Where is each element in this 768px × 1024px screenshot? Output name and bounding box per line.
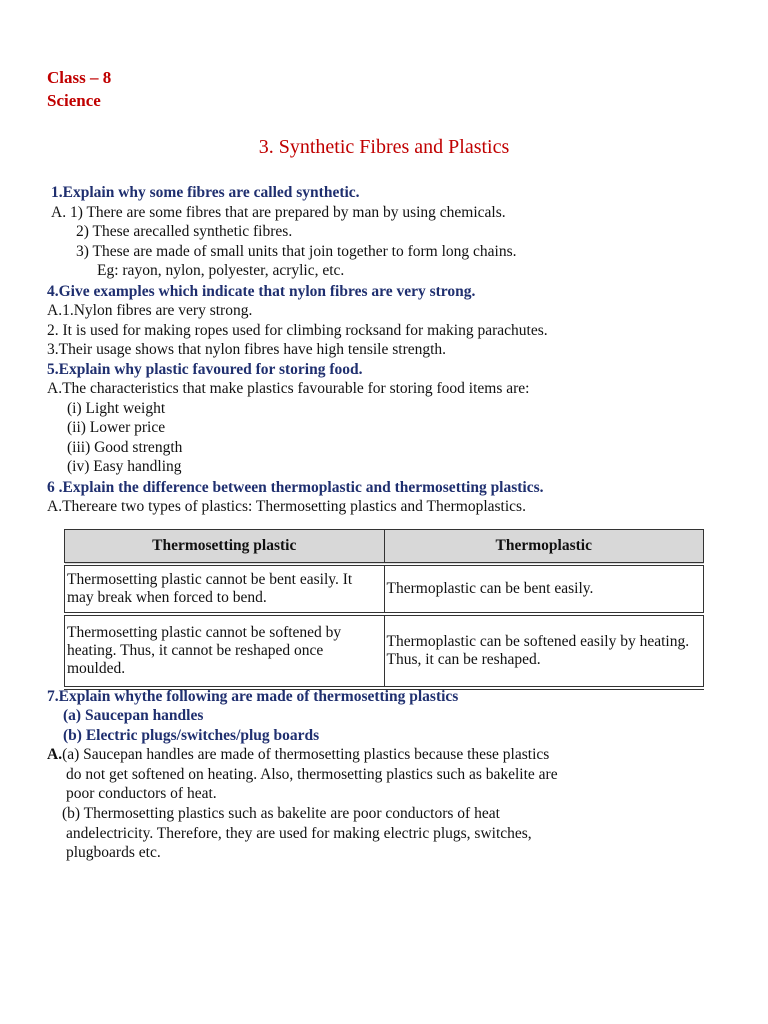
answer-7b-text-2: andelectricity. Therefore, they are used for making electric plugs, switches,: [66, 825, 532, 842]
answer-7a-text-1: (a) Saucepan handles are made of thermosetting plastics because these plastics: [62, 746, 550, 763]
table-header-row: [65, 530, 704, 565]
question-7-sub-a: (a) Saucepan handles: [63, 707, 204, 724]
answer-6: A.Thereare two types of plastics: Thermosetting plastics and Thermoplastics.: [47, 498, 526, 515]
answer-1-line-3: 3) These are made of small units that join together to form long chains.: [76, 243, 517, 260]
answer-7b-text-3: plugboards etc.: [66, 844, 161, 861]
answer-4-line-2: 2. It is used for making ropes used for climbing rocksand for making parachutes.: [47, 322, 548, 339]
question-7: 7.Explain whythe following are made of thermosetting plastics: [47, 688, 459, 705]
table-header-cell: Thermosetting plastic: [65, 530, 385, 565]
comparison-table: [64, 529, 704, 690]
question-4: 4.Give examples which indicate that nylon fibres are very strong.: [47, 283, 476, 300]
question-7-sub-b: (b) Electric plugs/switches/plug boards: [63, 727, 320, 744]
answer-4-line-1: A.1.Nylon fibres are very strong.: [47, 302, 253, 319]
answer-5-item-2: (ii) Lower price: [67, 419, 166, 436]
answer-1-line-1: A. 1) There are some fibres that are prepared by man by using chemicals.: [51, 204, 506, 221]
question-5: 5.Explain why plastic favoured for storing food.: [47, 361, 363, 378]
table-cell: Thermoplastic can be bent easily.: [384, 564, 704, 614]
table-cell: Thermosetting plastic cannot be softened by heating. Thus, it cannot be reshaped once moulded.: [65, 614, 385, 688]
answer-7-line-1: [47, 745, 549, 764]
answer-7b-text-1: (b) Thermosetting plastics such as bakelite are poor conductors of heat: [62, 805, 500, 822]
table-row: [65, 614, 704, 688]
question-6: 6 .Explain the difference between thermoplastic and thermosetting plastics.: [47, 479, 544, 496]
question-1: 1.Explain why some fibres are called synthetic.: [51, 184, 360, 201]
table-header-cell: Thermoplastic: [384, 530, 704, 565]
answer-7-prefix: A.: [47, 746, 63, 763]
answer-7a-text-3: poor conductors of heat.: [66, 785, 217, 802]
answer-5-item-1: (i) Light weight: [67, 400, 166, 417]
answer-1-line-4: Eg: rayon, nylon, polyester, acrylic, etc.: [97, 262, 345, 279]
answer-7a-text-2: do not get softened on heating. Also, thermosetting plastics such as bakelite are: [66, 766, 558, 783]
answer-1-line-2: 2) These arecalled synthetic fibres.: [76, 223, 293, 240]
answer-5-item-4: (iv) Easy handling: [67, 458, 182, 475]
answer-5-line-1: A.The characteristics that make plastics favourable for storing food items are:: [47, 380, 530, 397]
table-cell: Thermoplastic can be softened easily by heating. Thus, it can be reshaped.: [384, 614, 704, 688]
class-label: Class – 8: [47, 68, 112, 87]
table-row: [65, 564, 704, 614]
answer-5-item-3: (iii) Good strength: [67, 439, 183, 456]
table-cell: Thermosetting plastic cannot be bent easily. It may break when forced to bend.: [65, 564, 385, 614]
subject-label: Science: [47, 91, 101, 110]
chapter-title: 3. Synthetic Fibres and Plastics: [258, 136, 510, 158]
answer-4-line-3: 3.Their usage shows that nylon fibres have high tensile strength.: [47, 341, 447, 358]
